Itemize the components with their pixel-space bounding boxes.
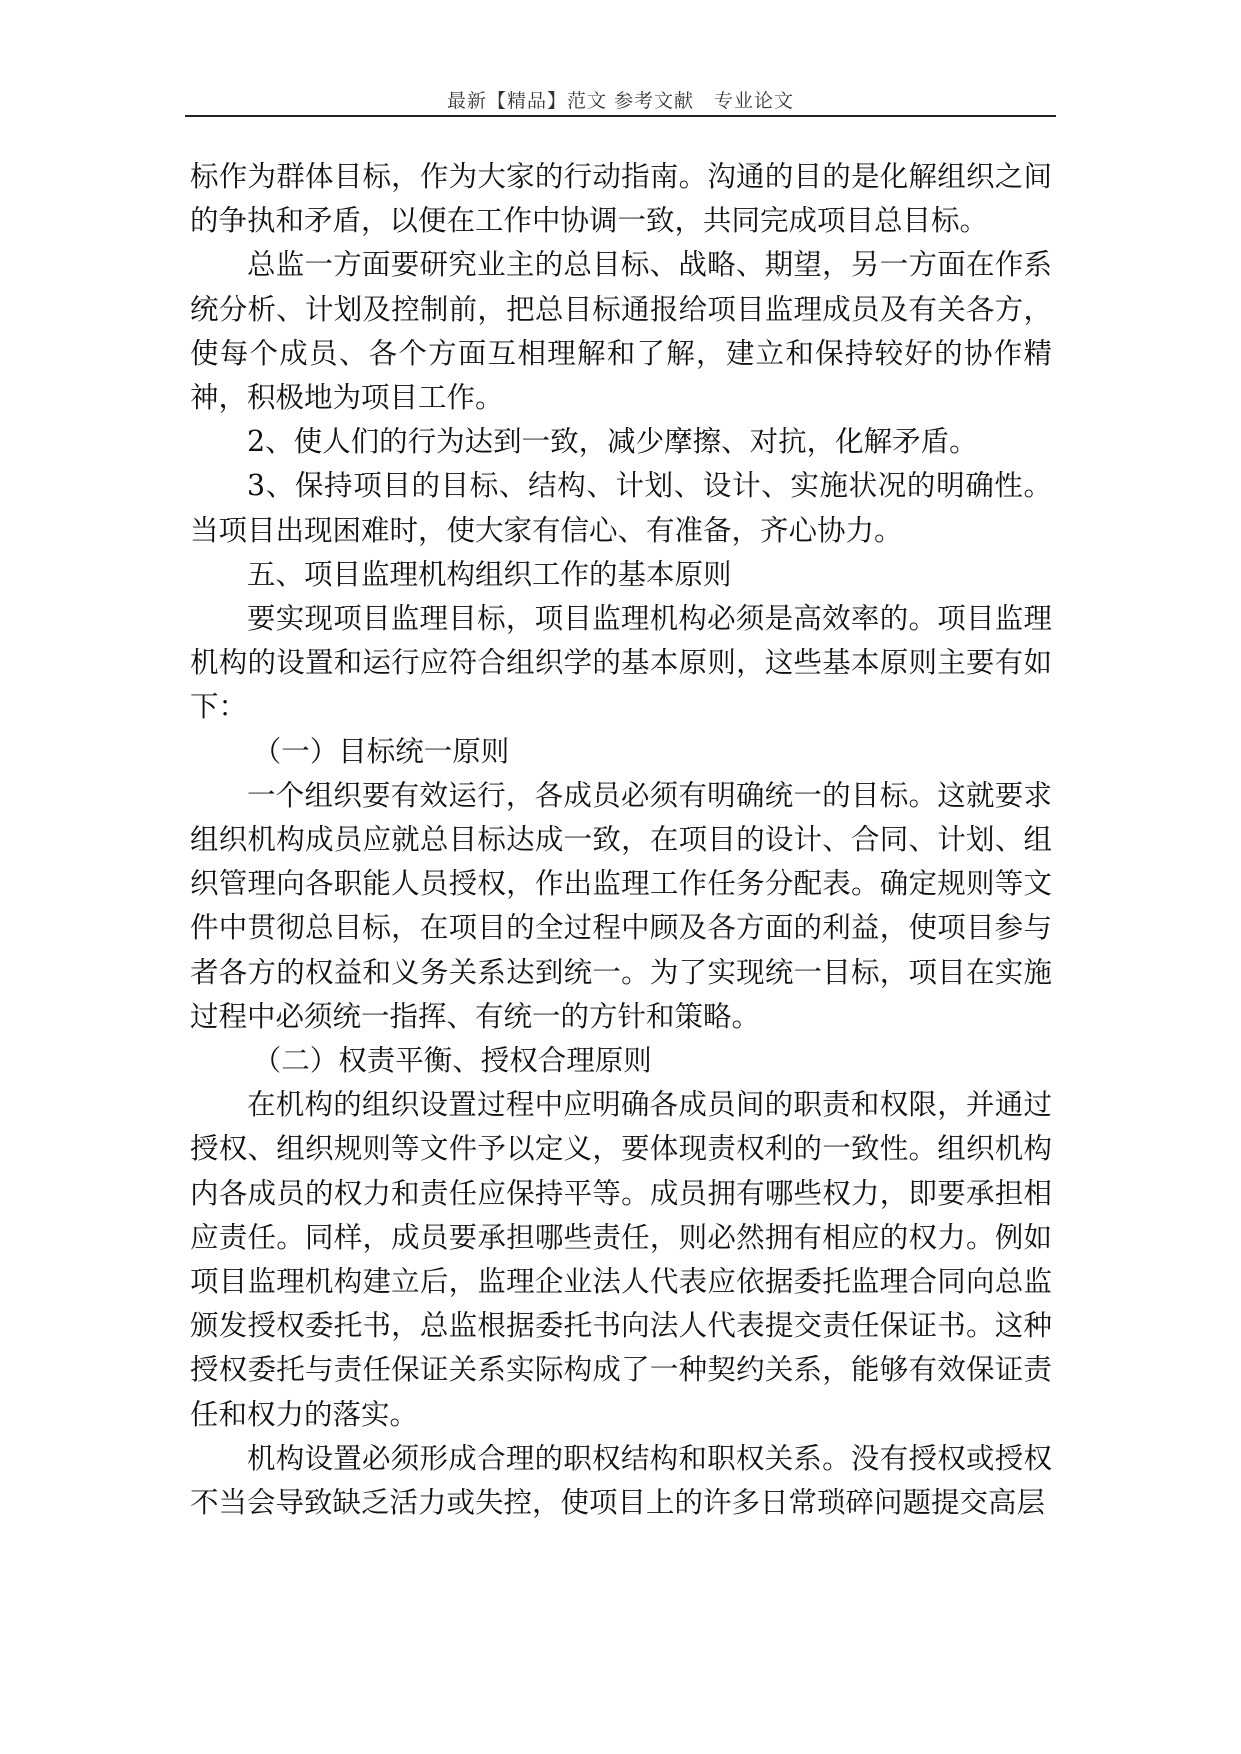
list-item: 2、使人们的行为达到一致，减少摩擦、对抗，化解矛盾。	[247, 425, 978, 459]
document-body	[190, 155, 1052, 1525]
paragraph: 机构设置必须形成合理的职权结构和职权关系。没有授权或授权不当会导致缺乏活力或失控，使项目上的许多日常琐碎问题提交高层	[190, 1441, 1052, 1520]
paragraph-continuation: 标作为群体目标，作为大家的行动指南。沟通的目的是化解组织之间的争执和矛盾，以便在工作中协调一致，共同完成项目总目标。	[190, 160, 1052, 238]
paragraph: 在机构的组织设置过程中应明确各成员间的职责和权限，并通过授权、组织规则等文件予以定义，要体现责权利的一致性。组织机构内各成员的权力和责任应保持平等。成员拥有哪些权力，即要承担相应责任。同样，成员要承担哪些责任，则必然拥有相应的权力。例如项目监理机构建立后，监理企业法人代表应依据委托监理合同向总监颁发授权委托书，总监根据委托书向法人代表提交责任保证书。这种授权委托与责任保证关系实际构成了一种契约关系，能够有效保证责任和权力的落实。	[190, 1088, 1052, 1431]
subsection-heading: （二）权责平衡、授权合理原则	[252, 1044, 652, 1078]
paragraph: 要实现项目监理目标，项目监理机构必须是高效率的。项目监理机构的设置和运行应符合组织学的基本原则，这些基本原则主要有如下：	[190, 602, 1052, 724]
list-item: 3、保持项目的目标、结构、计划、设计、实施状况的明确性。当项目出现困难时，使大家有信心、有准备，齐心协力。	[190, 469, 1052, 547]
subsection-heading: （一）目标统一原则	[252, 734, 510, 768]
paragraph: 总监一方面要研究业主的总目标、战略、期望，另一方面在作系统分析、计划及控制前，把总目标通报给项目监理成员及有关各方，使每个成员、各个方面互相理解和了解，建立和保持较好的协作精神，积极地为项目工作。	[190, 248, 1052, 415]
page-header: 最新【精品】范文 参考文献 专业论文	[446, 90, 795, 112]
paragraph: 一个组织要有效运行，各成员必须有明确统一的目标。这就要求组织机构成员应就总目标达成一致，在项目的设计、合同、计划、组织管理向各职能人员授权，作出监理工作任务分配表。确定规则等文件中贯彻总目标，在项目的全过程中顾及各方面的利益，使项目参与者各方的权益和义务关系达到统一。为了实现统一目标，项目在实施过程中必须统一指挥、有统一的方针和策略。	[190, 778, 1052, 1033]
section-heading: 五、项目监理机构组织工作的基本原则	[247, 557, 732, 591]
header-divider	[185, 115, 1056, 117]
